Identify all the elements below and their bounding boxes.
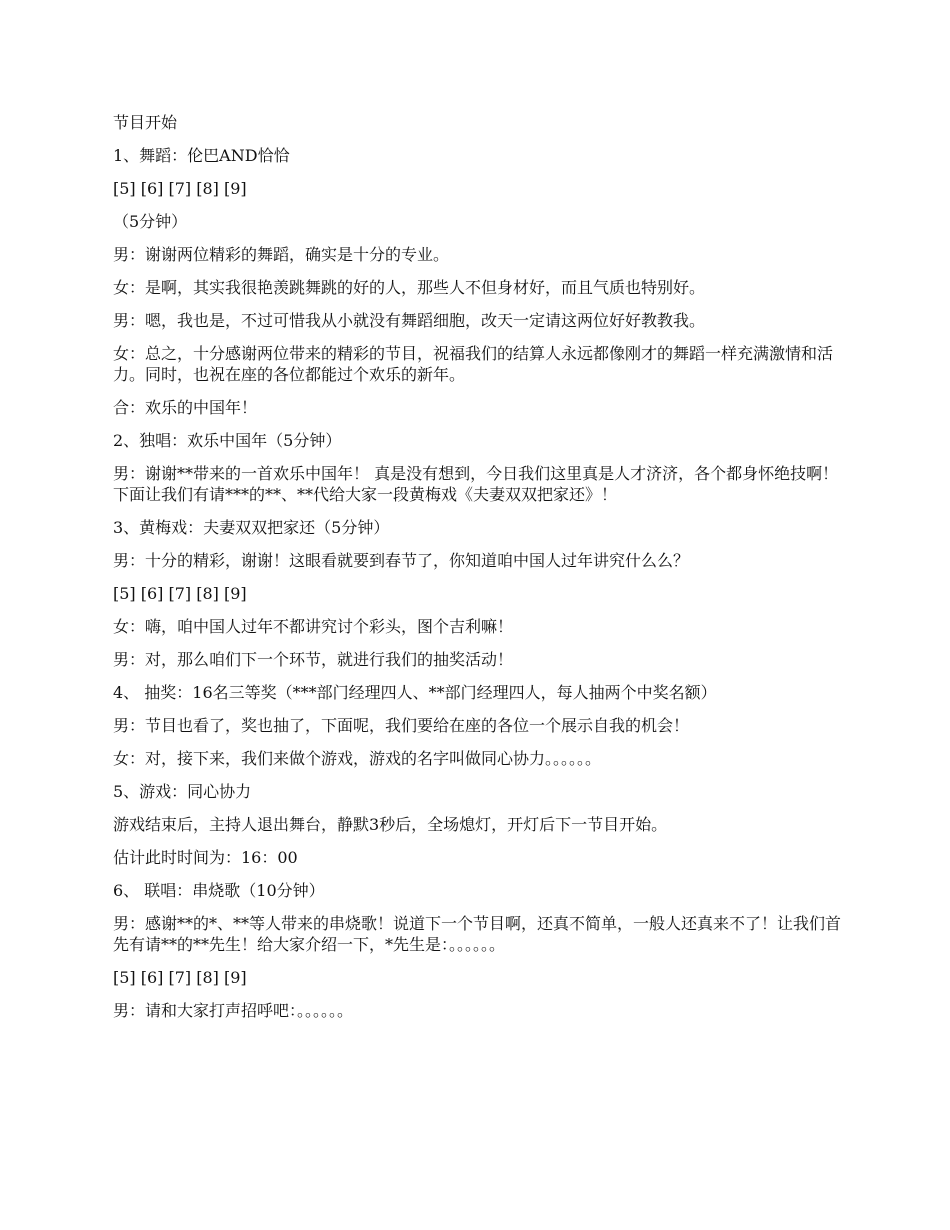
time-estimate: 估计此时时间为：16：00: [113, 848, 298, 867]
dialogue-line: 男：谢谢两位精彩的舞蹈，确实是十分的专业。: [113, 245, 450, 264]
dialogue-line: 男：感谢**的*、**等人带来的串烧歌！说道下一个节目啊，还真不简单，一般人还真来不了！让我们首先有请**的**先生！给大家介绍一下，*先生是：。。。。。。: [113, 914, 842, 954]
program-item-6-heading: 6、 联唱：串烧歌（10分钟）: [113, 881, 325, 900]
program-item-1-heading: 1、舞蹈：伦巴AND恰恰: [113, 146, 290, 165]
dialogue-line: 女：对，接下来，我们来做个游戏，游戏的名字叫做同心协力。。。。。。: [113, 749, 602, 768]
dialogue-line: 男：嗯，我也是，不过可惜我从小就没有舞蹈细胞，改天一定请这两位好好教教我。: [113, 311, 706, 330]
stage-direction: 游戏结束后，主持人退出舞台，静默3秒后，全场熄灯，开灯后下一节目开始。: [113, 815, 668, 834]
dialogue-line: 男：对，那么咱们下一个环节，就进行我们的抽奖活动！: [113, 650, 514, 669]
dialogue-line: 男：谢谢**带来的一首欢乐中国年！ 真是没有想到，今日我们这里真是人才济济，各个都身怀绝技啊！下面让我们有请***的**、**代给大家一段黄梅戏《夫妻双双把家还》！: [113, 464, 839, 504]
dialogue-line: 女：嗨，咱中国人过年不都讲究讨个彩头，图个吉利嘛！: [113, 617, 514, 636]
dialogue-line: 合：欢乐的中国年！: [113, 398, 258, 417]
program-start-heading: 节目开始: [113, 113, 178, 132]
dialogue-line: 男：请和大家打声招呼吧：。。。。。。: [113, 1001, 354, 1020]
footnote-refs: [5] [6] [7] [8] [9]: [113, 968, 247, 987]
program-item-4-heading: 4、 抽奖：16名三等奖（***部门经理四人、**部门经理四人，每人抽两个中奖名额）: [113, 683, 717, 702]
program-item-5-heading: 5、游戏：同心协力: [113, 782, 252, 801]
footnote-refs: [5] [6] [7] [8] [9]: [113, 179, 247, 198]
program-item-3-heading: 3、黄梅戏：夫妻双双把家还（5分钟）: [113, 518, 390, 537]
document-body: [113, 112, 843, 1033]
dialogue-line: 女：是啊，其实我很艳羡跳舞跳的好的人，那些人不但身材好，而且气质也特别好。: [113, 278, 706, 297]
duration-note: （5分钟）: [113, 212, 188, 231]
program-item-2-heading: 2、独唱：欢乐中国年（5分钟）: [113, 431, 342, 450]
dialogue-line: 女：总之，十分感谢两位带来的精彩的节目，祝福我们的结算人永远都像刚才的舞蹈一样充满激情和活力。同时，也祝在座的各位都能过个欢乐的新年。: [113, 344, 834, 384]
footnote-refs: [5] [6] [7] [8] [9]: [113, 584, 247, 603]
dialogue-line: 男：十分的精彩，谢谢！这眼看就要到春节了，你知道咱中国人过年讲究什么么？: [113, 551, 690, 570]
dialogue-line: 男：节目也看了，奖也抽了，下面呢，我们要给在座的各位一个展示自我的机会！: [113, 716, 690, 735]
